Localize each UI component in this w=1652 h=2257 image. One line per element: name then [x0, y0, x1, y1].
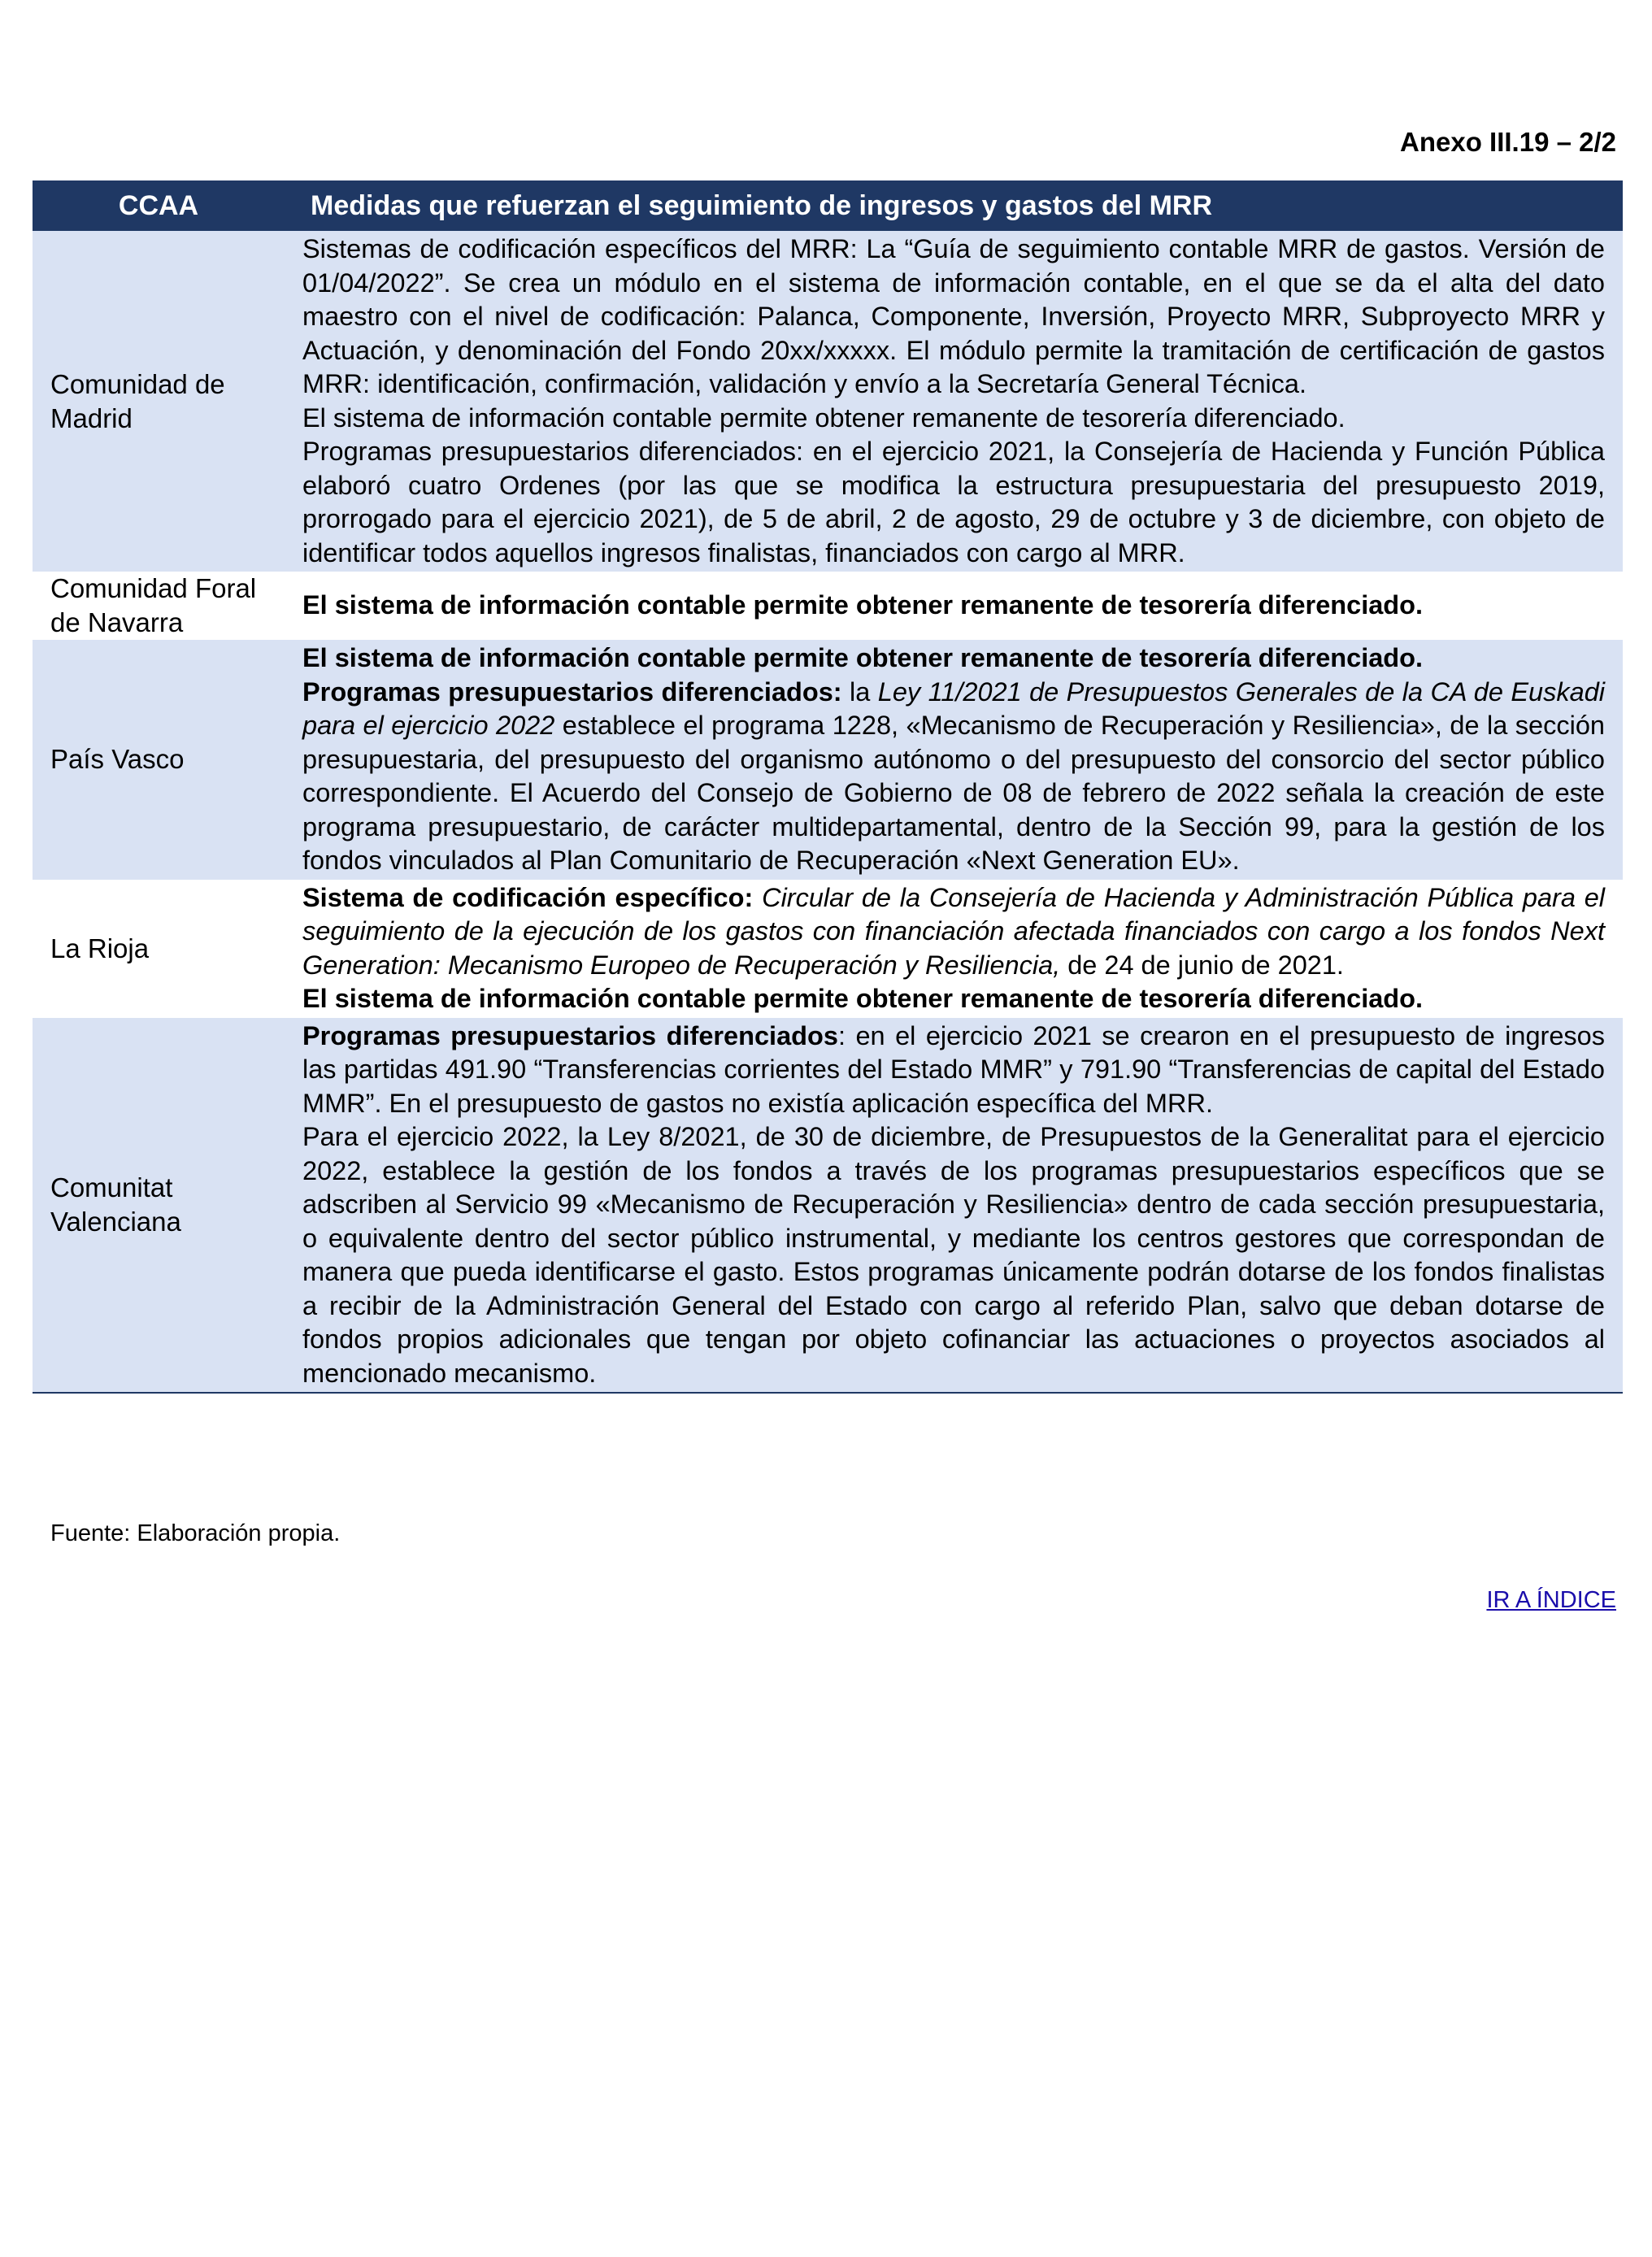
text-run: la — [841, 676, 878, 707]
region-cell: País Vasco — [50, 744, 185, 775]
table-header — [33, 180, 1623, 231]
annex-label: Anexo III.19 – 2/2 — [1400, 127, 1616, 157]
measure-paragraph — [302, 881, 1605, 983]
header-measures: Medidas que refuerzan el seguimiento de ingresos y gastos del MRR — [311, 189, 1213, 221]
region-cell: Comunitat Valenciana — [50, 1172, 181, 1237]
header-ccaa: CCAA — [118, 189, 199, 221]
text-run: : en el ejercicio 2021 se crearon en el presupuesto de ingresos las partidas 491.90 “Transferencias corrientes del Estado MMR” y 791.90 “Transferencias de capital del Estado MMR”. En el presupuesto de gastos no existía aplicación específica del MRR. — [302, 1020, 1605, 1118]
measure-paragraph: Sistemas de codificación específicos del MRR: La “Guía de seguimiento contable MRR de gastos. Versión de 01/04/2022”. Se crea un módulo en el sistema de información contable, en el que se da el alta del dato maestro con el nivel de codificación: Palanca, Componente, Inversión, Proyecto MRR, Subproyecto MRR y Actuación, y denominación del Fondo 20xx/xxxxx. El módulo permite la tramitación de certificación de gastos MRR: identificación, confirmación, validación y envío a la Secretaría General Técnica. — [302, 234, 1605, 398]
table-row — [33, 880, 1623, 1018]
region-cell: La Rioja — [50, 933, 150, 963]
text-run — [753, 883, 762, 912]
text-run: establece el programa 1228, «Mecanismo de Recuperación y Resiliencia», de la sección presupuestaria, del presupuesto del organismo autónomo o del presupuesto del consorcio del sector público correspondiente. El Acuerdo del Consejo de Gobierno de 08 de febrero de 2022 señala la creación de este programa presupuestario, de carácter multidepartamental, dentro de la Sección 99, para la gestión de los fondos vinculados al Plan Comunitario de Recuperación «Next Generation EU». — [302, 711, 1605, 875]
measure-paragraph: Para el ejercicio 2022, la Ley 8/2021, de 30 de diciembre, de Presupuestos de la Generalitat para el ejercicio 2022, establece la gestión de los fondos a través de los programas presupuestarios específicos que se adscriben al Servicio 99 «Mecanismo de Recuperación y Resiliencia» dentro de cada sección presupuestaria, o equivalente dentro del sector público instrumental, y mediante los centros gestores que correspondan de manera que pueda identificarse el gasto. Estos programas únicamente podrán dotarse de los fondos finalistas a recibir de la Administración General del Estado con cargo al referido Plan, salvo que deban dotarse de fondos propios adicionales que tengan por objeto cofinanciar las actuaciones o proyectos asociados al mencionado mecanismo. — [302, 1122, 1605, 1388]
bold-lead: Sistema de codificación específico: — [302, 882, 754, 912]
table-row — [33, 231, 1623, 572]
measure-paragraph — [302, 676, 1605, 878]
law-title: Ley 11/2021 de Presupuestos Generales de la CA de Euskadi para el ejercicio 2022 — [302, 676, 1605, 740]
region-cell: Comunidad de Madrid — [50, 368, 225, 433]
measures-table — [33, 180, 1623, 1394]
measure-paragraph: El sistema de información contable permite obtener remanente de tesorería diferenciado. — [302, 643, 1424, 672]
measure-paragraph: Programas presupuestarios diferenciados: en el ejercicio 2021, la Consejería de Hacienda y Función Pública elaboró cuatro Ordenes (por las que se modifica la estructura presupuestaria del presupuesto 2019, prorrogado para el ejercicio 2021), de 5 de abril, 2 de agosto, 29 de octubre y 3 de diciembre, con objeto de identificar todos aquellos ingresos finalistas, financiados con cargo al MRR. — [302, 437, 1605, 568]
region-cell: Comunidad Foral de Navarra — [50, 573, 257, 637]
measure-paragraph: El sistema de información contable permite obtener remanente de tesorería diferenciado. — [302, 984, 1424, 1013]
bold-lead: Programas presupuestarios diferenciados — [302, 1020, 838, 1050]
measure-paragraph: El sistema de información contable permite obtener remanente de tesorería diferenciado. — [302, 402, 1346, 433]
table-row — [33, 640, 1623, 880]
circular-title: Circular de la Consejería de Hacienda y Administración Pública para el seguimiento de la ejecución de los gastos con financiación afectada financiados con cargo a los fondos Next Generation: Mecanismo Europeo de Recuperación y Resiliencia, — [302, 882, 1605, 980]
text-run: de 24 de junio de 2021. — [1060, 950, 1344, 980]
table-row — [33, 572, 1623, 640]
bold-lead: Programas presupuestarios diferenciados: — [302, 676, 842, 707]
table-row — [33, 1018, 1623, 1393]
measure-paragraph: El sistema de información contable permite obtener remanente de tesorería diferenciado. — [302, 590, 1424, 620]
source-note: Fuente: Elaboración propia. — [50, 1520, 341, 1546]
index-link[interactable]: IR A ÍNDICE — [1486, 1587, 1616, 1613]
measure-paragraph — [302, 1020, 1605, 1121]
